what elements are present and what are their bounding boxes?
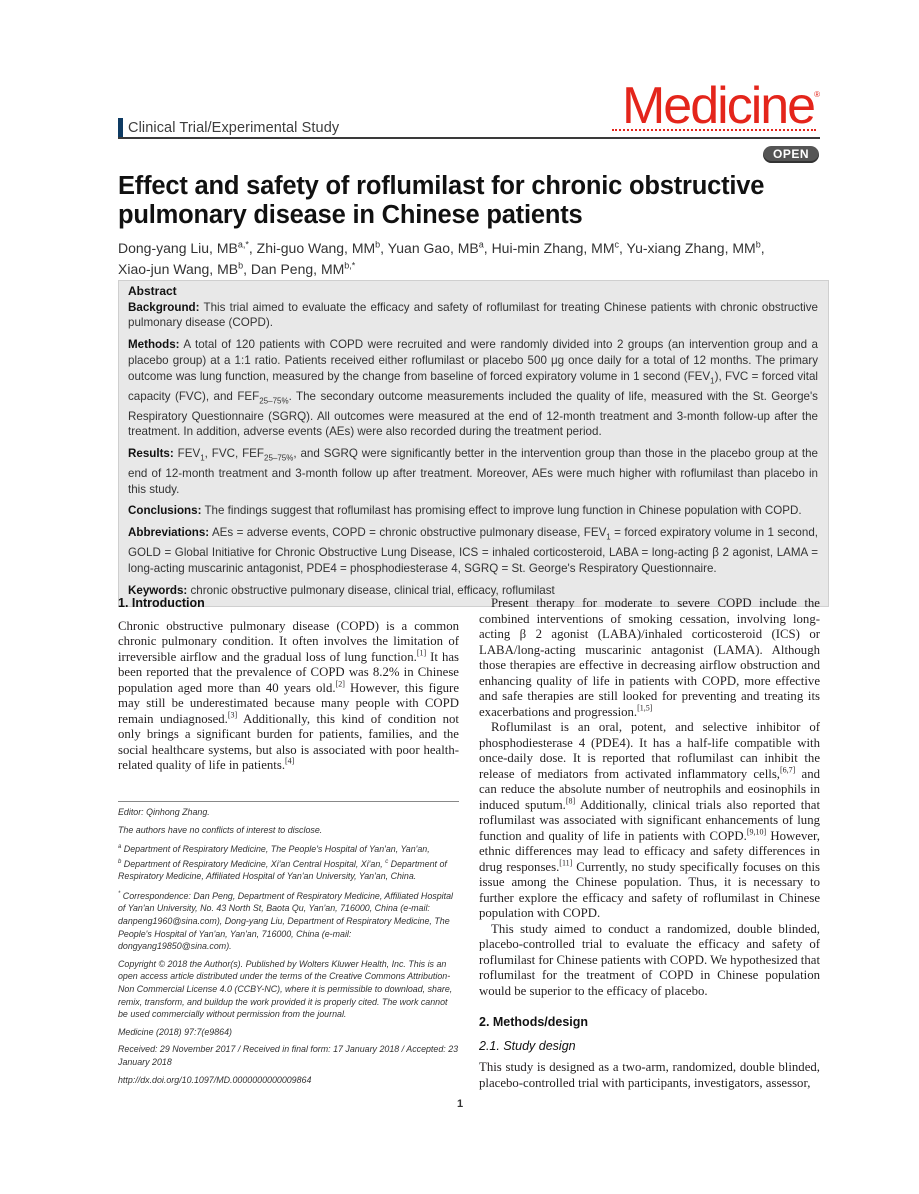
footnote-affiliations: $^a$ Department of Respiratory Medicine, The People's Hospital of Yan'an, Yan'an, $^b$ Department of Respiratory Medicine, Xi'an Central Hospital, Xi'an, $^c$ Department of Respiratory Medicine, Affiliated Hospital of Yan'an University, Yan'an, China. — [118, 844, 447, 882]
body-paragraph-roflumilast: Roflumilast is an oral, potent, and selective inhibitor of phosphodiesterase 4 (PDE4). It has a half-life compatible with once-daily dose. It is reported that roflumilast can inhibit the release of mediators from activated inflammatory cells,[6,7] and can reduce the absolute number of neutrophils and eosinophils in induced sputum.[8] Additionally, clinical trials also reported that roflumilast was associated with significant enhancements of lung function and quality of life in patients with COPD.[9,10] However, ethnic differences may lead to efficacy and safety differences in drug responses.[11] Currently, no study specifically focuses on this issue among the Chinese population. Thus, it is necessary to further explore the efficacy and safety of roflumilast in Chinese population with COPD. — [479, 720, 820, 920]
citation-link[interactable]: [8] — [565, 796, 576, 806]
citation-link[interactable]: [1,5] — [637, 703, 653, 713]
author-2: Zhi-guo Wang, $MM^b$, — [256, 239, 388, 256]
citation-link[interactable]: [1] — [416, 648, 427, 658]
footnote-correspondence: * Correspondence: Dan Peng, Department of Respiratory Medicine, Affiliated Hospital of Yan'an University, No. 43 North St, Baota Qu, Yan'an, 716000, China (e-mail: danpeng1960@sina.com), Dong-yang Liu, Department of Respiratory Medicine, The People's Hospital of Yan'an, Yan'an, 716000, China (e-mail: dongyang19850@sina.com). — [118, 890, 453, 952]
section-heading-introduction: 1. Introduction — [118, 596, 205, 610]
footnote-editor: Editor: Qinhong Zhang. — [118, 807, 210, 817]
footnote-conflicts: The authors have no conflicts of interest to disclose. — [118, 824, 323, 835]
abstract-results: Results: $FEV_1$, FVC, $FEF_{25-75\%}$, and SGRQ were significantly better in the intervention group than those in the placebo group at the end of 12-month treatment and 3-month follow up after treatment. Moreover, AEs were much higher with roflumilast than placebo in this study. — [128, 446, 818, 496]
logo-underline — [612, 129, 816, 131]
abstract-heading: Abstract — [128, 284, 177, 298]
section-tag — [118, 117, 339, 139]
author-6: Xiao-jun Wang, $MB^b$, — [118, 260, 251, 278]
section-tag-bar — [118, 118, 123, 138]
citation-link[interactable]: [9,10] — [746, 827, 767, 837]
article-title: Effect and safety of roflumilast for chronic obstructive pulmonary disease in Chinese patients — [118, 172, 765, 229]
citation-link[interactable]: [3] — [227, 710, 238, 720]
section-label: Clinical Trial/Experimental Study — [128, 120, 340, 136]
author-4: Hui-min Zhang, $MM^c$, — [491, 239, 627, 256]
abstract-box — [118, 280, 829, 607]
footnote-rule — [118, 801, 459, 802]
header-rule — [118, 137, 820, 139]
body-paragraph-design: This study is designed as a two-arm, randomized, double blinded, placebo-controlled trial with participants, investigators, assessor, — [479, 1060, 820, 1090]
abstract-methods: Methods: A total of 120 patients with COPD were recruited and were randomly divided into 2 groups (an intervention group and a placebo group) at a 1:1 ratio. Patients received either roflumilast or placebo 500 μg once daily for a total of 12 months. The primary outcome was lung function, measured by the change from baseline of forced expiratory volume in 1 second $(FEV_1)$, FVC = forced vital capacity (FVC), and $FEF_{25-75\%}$. The secondary outcome measurements included the quality of life, measured with the St. George's Respiratory Questionnaire (SGRQ). All outcomes were measured at the end of 12-month treatment and 3-month follow-up after the treatment. In addition, adverse events (AEs) were also recorded during the treatment period. — [128, 338, 818, 439]
left-column — [118, 596, 459, 774]
citation-link[interactable]: [2] — [335, 679, 345, 689]
abstract-background: Background: This trial aimed to evaluate the efficacy and safety of roflumilast for treating Chinese patients with chronic obstructive pulmonary disease (COPD). — [128, 300, 818, 330]
abstract-conclusions: Conclusions: The findings suggest that roflumilast has promising effect to improve lung function in Chinese population with COPD. — [128, 504, 802, 518]
page-number: 1 — [456, 1098, 464, 1110]
author-3: Yuan Gao, $MB^a$, — [387, 239, 492, 256]
author-7: Dan Peng, $MM^{b,*}$ — [250, 260, 356, 278]
footnote-copyright: Copyright © 2018 the Author(s). Published by Wolters Kluwer Health, Inc. This is an open access article distributed under the terms of the Creative Commons Attribution-Non Commercial License 4.0 (CCBY-NC), where it is permissible to download, share, remix, transform, and buildup the work provided it is properly cited. The work cannot be used commercially without permission from the journal. — [118, 958, 453, 1020]
author-list — [118, 235, 828, 278]
intro-paragraph: Chronic obstructive pulmonary disease (COPD) is a common chronic pulmonary condition. It often involves the limitation of irreversible airflow and the gradual loss of lung function.[1] It has been reported that the prevalence of COPD was 8.2% in Chinese population aged more than 40 years old.[2] However, this figure may still be underestimated because many people with COPD remain undiagnosed.[3] Additionally, this kind of condition not only brings a significant burden for patients, families, and the social healthcare systems, but also is associated with poor health-related quality of life in patients.[4] — [118, 618, 459, 772]
body-paragraph-aim: This study aimed to conduct a randomized, double blinded, placebo-controlled trial to evaluate the efficacy and safety of roflumilast for Chinese patients with COPD. We hypothesized that roflumilast for the treatment of COPD in Chinese population would be superior to the efficacy of placebo. — [479, 921, 820, 998]
subsection-heading-study-design: 2.1. Study design — [479, 1038, 576, 1053]
body-paragraph-therapy: Present therapy for moderate to severe COPD include the combined interventions of smoking cessation, involving long-acting β 2 agonist (LABA)/inhaled corticosteroid (ICS) or LABA/long-acting muscarinic antagonist (LAMA). Although those therapies are effective in decreasing airflow obstruction and enhancing quality of life in patients with COPD, more effective and safe therapies are still looked for preventing and treating its exacerbations and progression.[1,5] — [479, 596, 820, 719]
journal-name: Medicine — [621, 77, 815, 135]
citation-link[interactable]: [4] — [285, 756, 295, 766]
citation-link[interactable]: [6,7] — [780, 765, 796, 775]
abstract-abbreviations: Abbreviations: AEs = adverse events, COPD = chronic obstructive pulmonary disease, $FEV_1$ = forced expiratory volume in 1 second, GOLD = Global Initiative for Chronic Obstructive Lung Disease, ICS = inhaled corticosteroid, LABA = long-acting β 2 agonist, LAMA = long-acting muscarinic antagonist, PDE4 = phosphodiesterase 4, SGRQ = St. George's Respiratory Questionnaire. — [128, 526, 818, 575]
doi-link[interactable]: http://dx.doi.org/10.1097/MD.0000000000009864 — [118, 1074, 312, 1085]
author-1: Dong-yang Liu, $MB^{a,*}$, — [118, 239, 257, 256]
trademark: ® — [814, 90, 820, 99]
footnote-citation: Medicine (2018) 97:7(e9864) — [118, 1026, 232, 1037]
journal-logo — [610, 77, 820, 135]
abstract-keywords: Keywords: chronic obstructive pulmonary disease, clinical trial, efficacy, roflumilast — [128, 583, 555, 597]
footnote-dates: Received: 29 November 2017 / Received in final form: 17 January 2018 / Accepted: 23 January 2018 — [118, 1044, 459, 1067]
open-access-badge: OPEN — [763, 146, 819, 163]
footnotes — [118, 806, 459, 1089]
author-5: Yu-xiang Zhang, $MM^b$, — [626, 239, 765, 256]
citation-link[interactable]: [11] — [559, 858, 573, 868]
right-column — [479, 596, 820, 1091]
section-heading-methods: 2. Methods/design — [479, 1015, 589, 1029]
